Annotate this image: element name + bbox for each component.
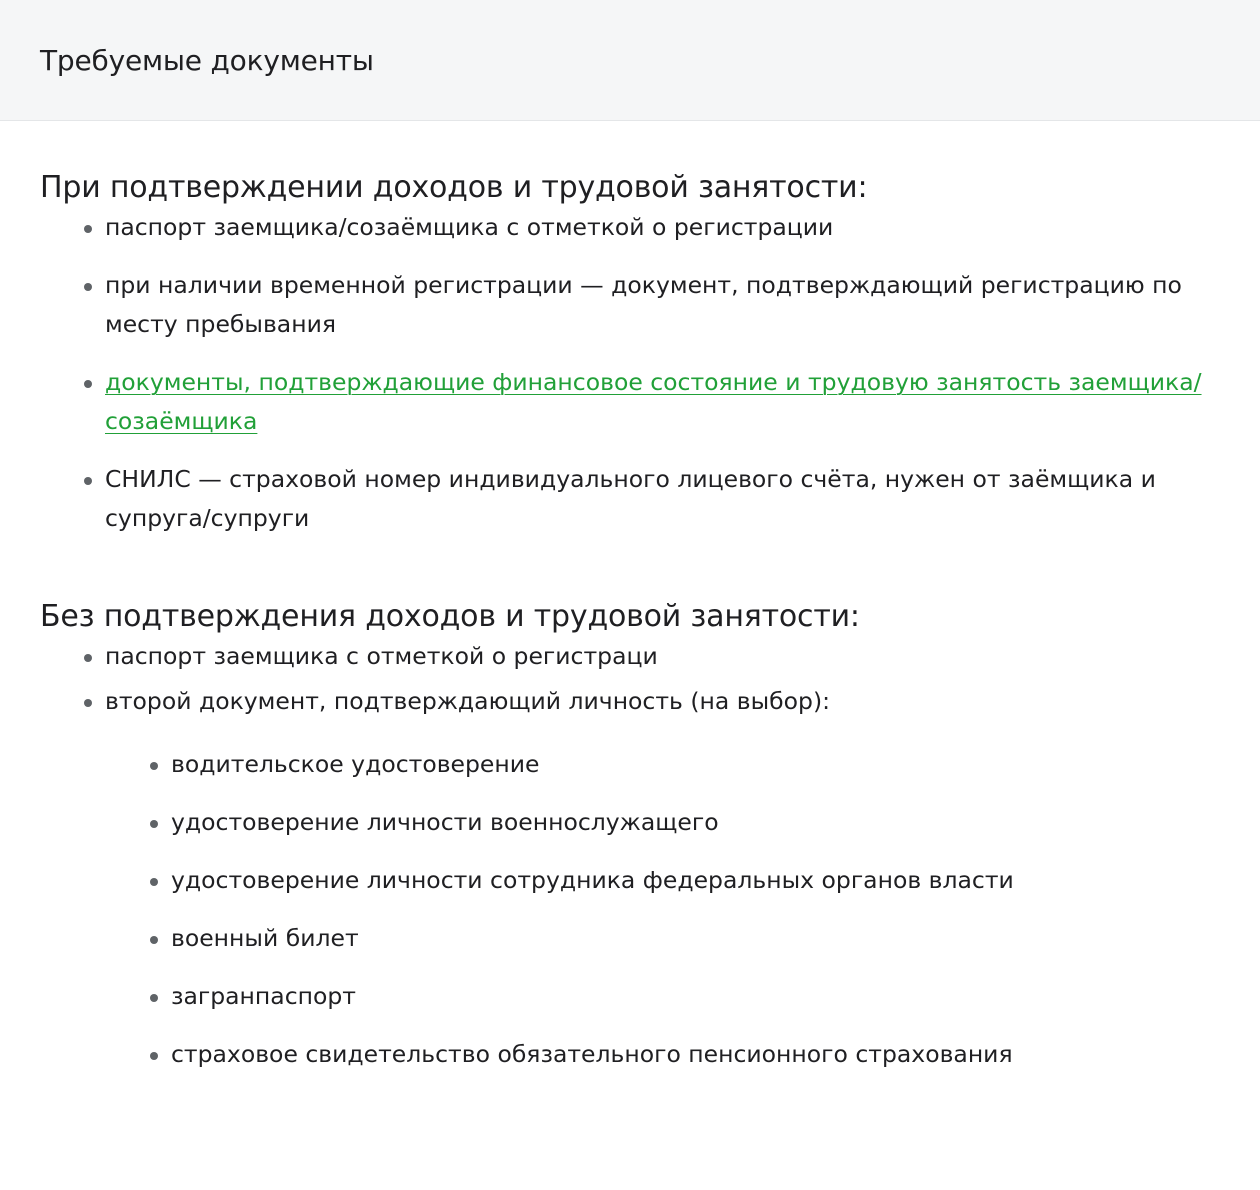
identity-documents-sublist xyxy=(105,745,1220,1074)
financial-documents-link[interactable]: документы, подтверждающие финансовое состояние и трудовую занятость заемщика/созаёмщика xyxy=(105,368,1202,435)
list-item xyxy=(40,682,1220,1074)
list-item: паспорт заемщика с отметкой о регистраци xyxy=(40,637,1220,676)
page-title: Требуемые документы xyxy=(40,43,374,77)
list-item: СНИЛС — страховой номер индивидуального лицевого счёта, нужен от заёмщика и супруга/супруги xyxy=(40,460,1185,538)
documents-list-with-income xyxy=(40,208,1220,538)
sublist-item: военный билет xyxy=(105,919,1220,958)
page-header xyxy=(0,0,1260,121)
list-item: при наличии временной регистрации — документ, подтверждающий регистрацию по месту пребывания xyxy=(40,266,1185,344)
sublist-item: водительское удостоверение xyxy=(105,745,1220,784)
section-title-with-income: При подтверждении доходов и трудовой занятости: xyxy=(40,170,868,205)
sublist-item: загранпаспорт xyxy=(105,977,1220,1016)
sublist-item: удостоверение личности военнослужащего xyxy=(105,803,1220,842)
section-title-without-income: Без подтверждения доходов и трудовой занятости: xyxy=(40,599,860,634)
list-item: паспорт заемщика/созаёмщика с отметкой о регистрации xyxy=(40,208,1220,247)
sublist-item: удостоверение личности сотрудника федеральных органов власти xyxy=(105,861,1220,900)
list-item-label: второй документ, подтверждающий личность (на выбор): xyxy=(105,687,831,715)
documents-list-without-income xyxy=(40,637,1220,1074)
list-item xyxy=(40,363,1220,441)
documents-content xyxy=(0,121,1260,1074)
sublist-item: страховое свидетельство обязательного пенсионного страхования xyxy=(105,1035,1220,1074)
